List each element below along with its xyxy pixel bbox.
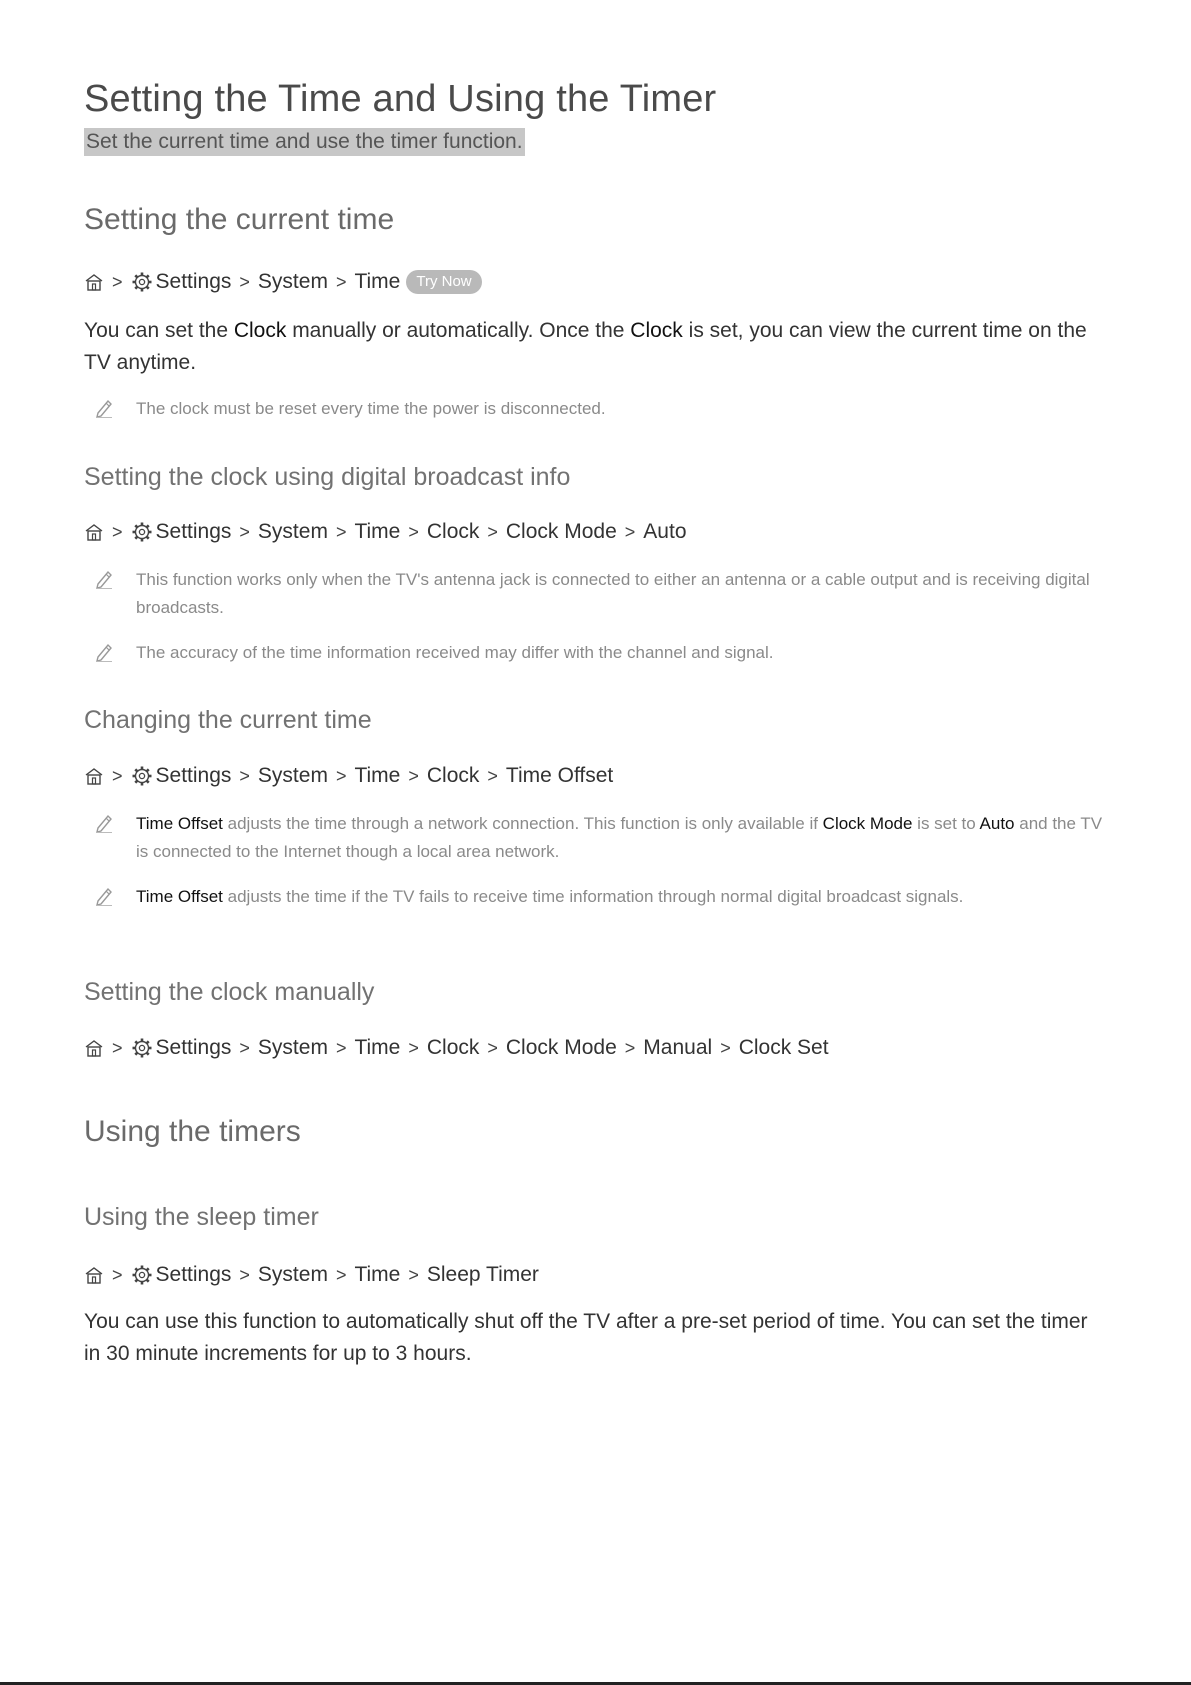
note-text-part: and the TV is connected to the Internet though a local area network.: [136, 814, 1103, 861]
path-separator: >: [335, 765, 347, 786]
home-icon: [84, 1038, 104, 1058]
section-heading-changing-time: Changing the current time: [84, 706, 372, 734]
gear-icon: [131, 765, 153, 787]
gear-icon: [131, 521, 153, 543]
term-clock: Clock: [233, 319, 287, 342]
path-separator: >: [335, 271, 347, 292]
menu-path-item: Settings: [155, 764, 232, 787]
path-separator: >: [720, 1037, 731, 1058]
gear-icon: [131, 1264, 153, 1286]
menu-path-item: Clock: [426, 764, 480, 787]
path-separator: >: [408, 521, 419, 542]
path-separator: >: [408, 765, 419, 786]
menu-path-item: System: [257, 520, 328, 543]
menu-path-clock-set: [84, 1036, 829, 1060]
term-auto: Auto: [979, 814, 1015, 833]
menu-path-item: System: [257, 1036, 328, 1059]
menu-path-item: Clock Mode: [505, 520, 617, 543]
term-time-offset: Time Offset: [136, 814, 223, 833]
pencil-icon: [94, 884, 114, 906]
home-icon: [84, 522, 104, 542]
path-separator: >: [335, 1037, 347, 1058]
note-text-part: is set to: [912, 814, 980, 833]
term-time-offset: Time Offset: [136, 887, 223, 906]
menu-path-time: [84, 270, 482, 294]
path-separator: >: [624, 521, 636, 542]
try-now-button[interactable]: Try Now: [406, 270, 481, 294]
menu-path-item: Settings: [155, 1263, 232, 1286]
home-icon: [84, 766, 104, 786]
menu-path-clock-auto: [84, 520, 687, 544]
path-separator: >: [112, 271, 123, 292]
menu-path-item: System: [257, 270, 328, 293]
menu-path-item: Time Offset: [505, 764, 614, 787]
menu-path-item: Auto: [643, 520, 687, 543]
note-antenna: This function works only when the TV's antenna jack is connected to either an antenna or a cable output and is receiving digital broadcasts.: [136, 570, 1090, 617]
menu-path-item: Clock Set: [738, 1036, 829, 1059]
menu-path-item: Settings: [155, 270, 232, 293]
gear-icon: [131, 1037, 153, 1059]
pencil-icon: [94, 396, 114, 418]
note-text-part: adjusts the time through a network connection. This function is only available if: [222, 814, 823, 833]
menu-path-item: Time: [354, 764, 401, 787]
path-separator: >: [408, 1264, 419, 1285]
page-subtitle: Set the current time and use the timer function.: [84, 128, 525, 156]
body-text-part: manually or automatically. Once the: [286, 319, 631, 342]
pencil-icon: [94, 640, 114, 662]
path-separator: >: [239, 1264, 250, 1285]
section-heading-using-timers: Using the timers: [84, 1115, 301, 1148]
path-separator: >: [239, 521, 250, 542]
path-separator: >: [239, 271, 250, 292]
section-heading-clock-manually: Setting the clock manually: [84, 978, 375, 1006]
menu-path-item: Clock: [426, 1036, 480, 1059]
sleep-timer-description: You can use this function to automatically shut off the TV after a pre-set period of time. You can set the timer in 30 minute increments for up to 3 hours.: [84, 1310, 1088, 1365]
path-separator: >: [624, 1037, 636, 1058]
note-power-reset: The clock must be reset every time the power is disconnected.: [136, 399, 606, 418]
path-separator: >: [112, 765, 123, 786]
menu-path-time-offset: [84, 764, 613, 788]
note-time-offset-network: [136, 810, 1106, 866]
menu-path-item: Sleep Timer: [426, 1263, 539, 1286]
path-separator: >: [112, 521, 123, 542]
path-separator: >: [487, 765, 498, 786]
path-separator: >: [487, 1037, 498, 1058]
menu-path-item: Clock Mode: [505, 1036, 617, 1059]
path-separator: >: [408, 1037, 419, 1058]
page-title: Setting the Time and Using the Timer: [84, 78, 717, 120]
note-accuracy: The accuracy of the time information received may differ with the channel and signal.: [136, 643, 774, 662]
path-separator: >: [112, 1037, 123, 1058]
current-time-description: [84, 315, 1094, 379]
body-text-part: You can set the: [84, 319, 234, 342]
menu-path-sleep-timer: [84, 1263, 539, 1287]
note-text-part: adjusts the time if the TV fails to receive time information through normal digital broadcast signals.: [222, 887, 964, 906]
menu-path-item: Clock: [426, 520, 480, 543]
pencil-icon: [94, 811, 114, 833]
path-separator: >: [239, 1037, 250, 1058]
menu-path-item: System: [257, 1263, 328, 1286]
path-separator: >: [335, 521, 347, 542]
menu-path-item: Time: [354, 1263, 401, 1286]
menu-path-item: Settings: [155, 520, 232, 543]
path-separator: >: [487, 521, 498, 542]
section-heading-current-time: Setting the current time: [84, 203, 395, 236]
menu-path-item: Settings: [155, 1036, 232, 1059]
path-separator: >: [335, 1264, 347, 1285]
body-text-part: is set, you can view the current time on the TV anytime.: [84, 319, 1087, 374]
path-separator: >: [112, 1264, 123, 1285]
menu-path-item: Time: [354, 1036, 401, 1059]
gear-icon: [131, 271, 153, 293]
note-time-offset-broadcast: [136, 883, 1106, 911]
section-heading-digital-broadcast: Setting the clock using digital broadcast info: [84, 463, 571, 491]
home-icon: [84, 1265, 104, 1285]
menu-path-item: Time: [354, 520, 401, 543]
term-clock: Clock: [630, 319, 683, 342]
pencil-icon: [94, 567, 114, 589]
path-separator: >: [239, 765, 250, 786]
term-clock-mode: Clock Mode: [822, 814, 913, 833]
menu-path-item: Manual: [643, 1036, 713, 1059]
section-heading-sleep-timer: Using the sleep timer: [84, 1203, 319, 1231]
home-icon: [84, 272, 104, 292]
menu-path-item: Time: [354, 270, 401, 293]
menu-path-item: System: [257, 764, 328, 787]
